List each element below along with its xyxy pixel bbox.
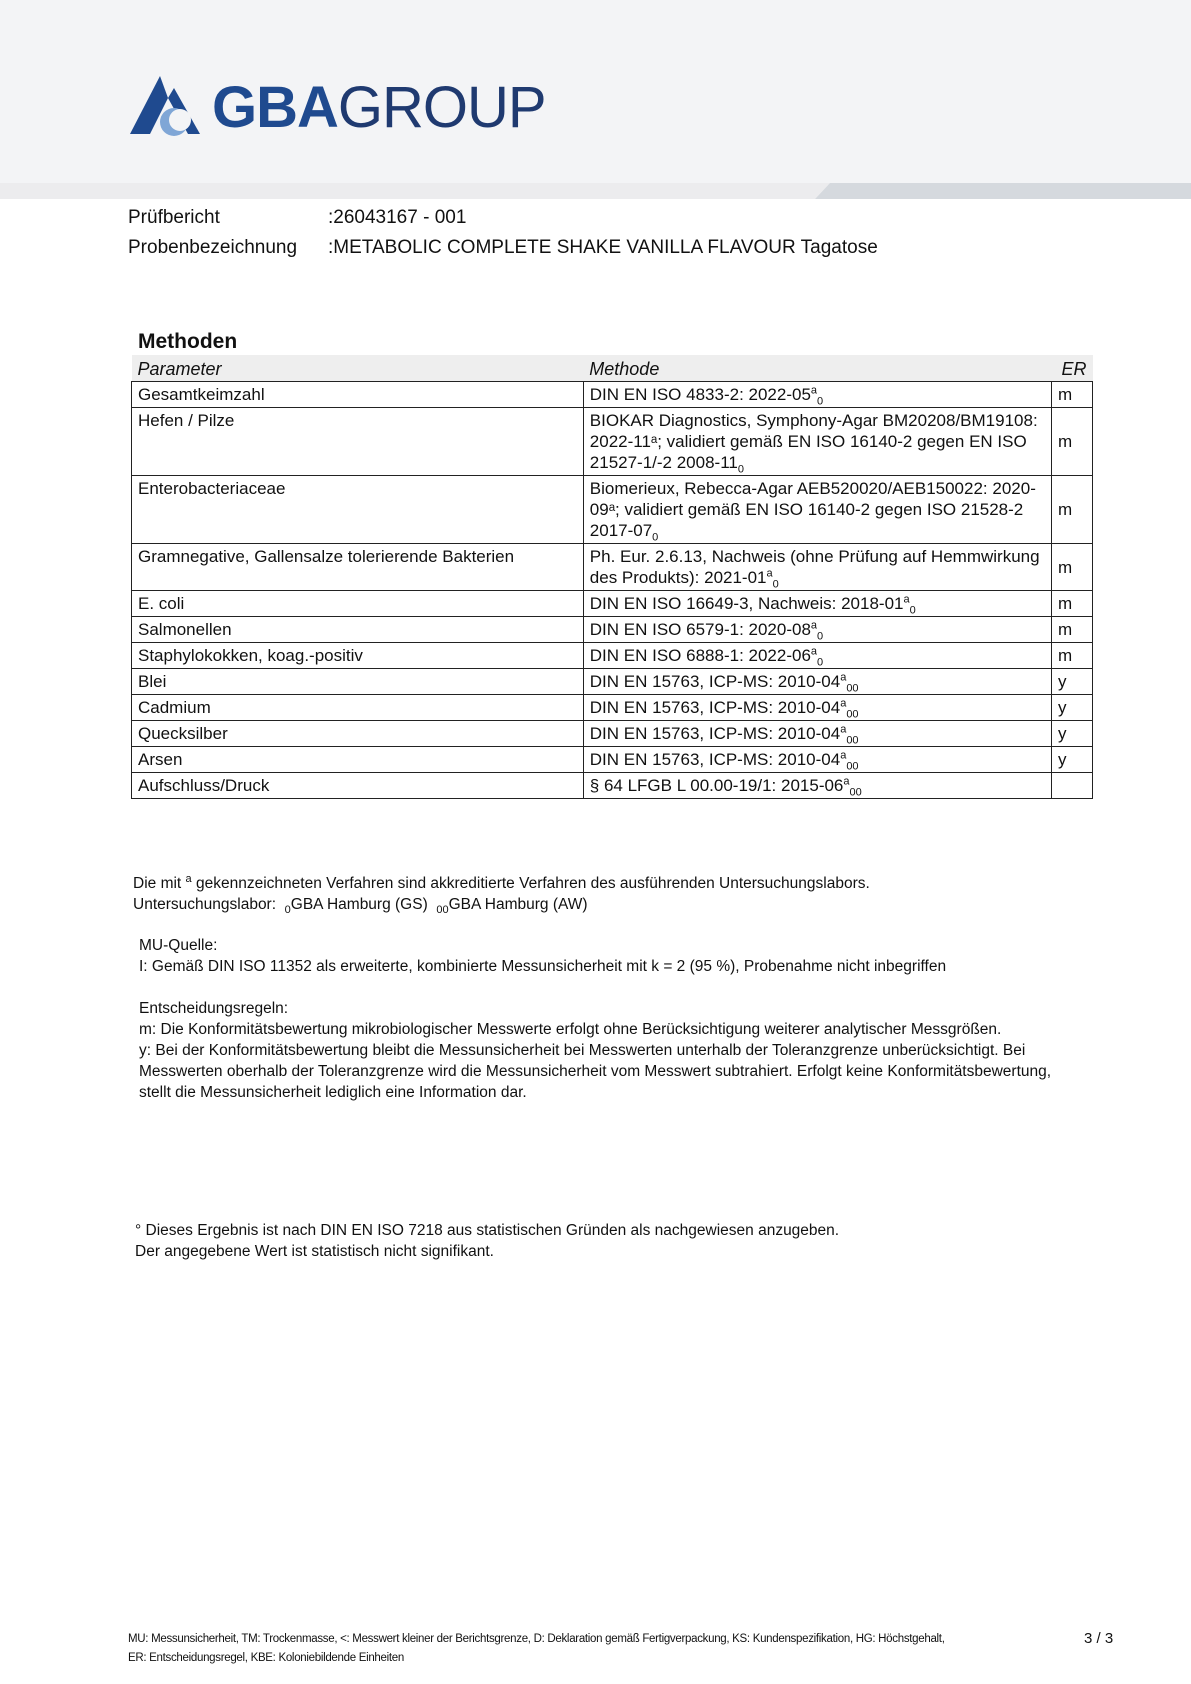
accredited-note [133, 873, 870, 894]
methods-table-body [132, 382, 1093, 799]
logo-wordmark-light: GROUP [337, 75, 546, 140]
method-cell [583, 476, 1051, 544]
parameter-cell: Blei [132, 669, 584, 695]
logo-wordmark [212, 76, 546, 140]
accreditation-notes [133, 873, 870, 915]
method-text: BIOKAR Diagnostics, Symphony-Agar BM20208/BM19108: 2022-11ᵃ; validiert gemäß EN ISO 16140-2 gegen EN ISO 21527-1/-2 2008-11 [589, 411, 1038, 472]
gba-group-logo [130, 76, 546, 140]
table-row [132, 773, 1093, 799]
parameter-cell: E. coli [132, 591, 584, 617]
method-cell [583, 643, 1051, 669]
rule-m: m: Die Konformitätsbewertung mikrobiologischer Messwerte erfolgt ohne Berücksichtigung weiterer analytischer Messgrößen. [139, 1021, 1002, 1038]
er-cell: m [1052, 382, 1093, 408]
method-cell [583, 591, 1051, 617]
table-row [132, 669, 1093, 695]
method-cell [583, 747, 1051, 773]
gba-logo-mark-icon [130, 76, 202, 140]
er-cell: m [1052, 591, 1093, 617]
lab-note [133, 894, 870, 915]
parameter-cell: Cadmium [132, 695, 584, 721]
footnote-line-1: ° Dieses Ergebnis ist nach DIN EN ISO 7218 aus statistischen Gründen als nachgewiesen anzugeben. [135, 1222, 840, 1239]
parameter-cell: Staphylokokken, koag.-positiv [132, 643, 584, 669]
table-row [132, 591, 1093, 617]
header-parameter: Parameter [132, 355, 584, 382]
method-text: DIN EN 15763, ICP-MS: 2010-04 [589, 750, 841, 769]
er-cell: y [1052, 695, 1093, 721]
header-er: ER [1052, 355, 1093, 382]
accredited-note-pre: Die mit [133, 875, 182, 892]
method-text: DIN EN 15763, ICP-MS: 2010-04 [589, 698, 841, 717]
lab-mark: 0 [817, 395, 824, 408]
table-row [132, 643, 1093, 669]
sample-name-value: :METABOLIC COMPLETE SHAKE VANILLA FLAVOUR Tagatose [328, 237, 878, 258]
method-text: DIN EN ISO 16649-3, Nachweis: 2018-01 [589, 594, 904, 613]
method-text: DIN EN ISO 4833-2: 2022-05 [589, 385, 811, 404]
accredited-note-sup: a [185, 872, 192, 885]
method-text: § 64 LFGB L 00.00-19/1: 2015-06 [589, 776, 844, 795]
methods-header-row [132, 355, 1093, 382]
accredited-note-post: gekennzeichneten Verfahren sind akkreditierte Verfahren des ausführenden Untersuchungslabors. [195, 875, 870, 892]
mu-source-block [139, 935, 1079, 977]
lab-1-sub: 0 [284, 904, 291, 917]
method-text: DIN EN ISO 6579-1: 2020-08 [589, 620, 811, 639]
methods-title: Methoden [138, 330, 238, 353]
method-text: DIN EN ISO 6888-1: 2022-06 [589, 646, 811, 665]
method-cell [583, 617, 1051, 643]
accreditation-mark: a [840, 749, 847, 762]
table-row [132, 617, 1093, 643]
er-cell: m [1052, 617, 1093, 643]
lab-mark: 0 [772, 578, 779, 591]
lab-mark: 00 [849, 786, 862, 799]
parameter-cell: Hefen / Pilze [132, 408, 584, 476]
table-row [132, 408, 1093, 476]
lab-mark: 00 [846, 682, 859, 695]
mu-text: I: Gemäß DIN ISO 11352 als erweiterte, kombinierte Messunsicherheit mit k = 2 (95 %), Probenahme nicht inbegriffen [139, 958, 947, 975]
footnote-line-2: Der angegebene Wert ist statistisch nicht signifikant. [135, 1243, 494, 1260]
er-cell [1052, 773, 1093, 799]
er-cell: y [1052, 669, 1093, 695]
lab-mark: 0 [652, 531, 659, 544]
accreditation-mark: a [840, 697, 847, 710]
er-cell: y [1052, 721, 1093, 747]
lab-mark: 00 [846, 734, 859, 747]
logo-wordmark-bold: GBA [212, 75, 338, 140]
accreditation-mark: a [810, 645, 818, 658]
method-cell [583, 721, 1051, 747]
method-cell [583, 669, 1051, 695]
lab-mark: 00 [846, 708, 859, 721]
table-row [132, 747, 1093, 773]
accreditation-mark: a [840, 723, 847, 736]
header-method: Methode [583, 355, 1051, 382]
sample-name-label: Probenbezeichnung [128, 237, 298, 258]
parameter-cell: Salmonellen [132, 617, 584, 643]
table-row [132, 476, 1093, 544]
parameter-cell: Enterobacteriaceae [132, 476, 584, 544]
lab-mark: 0 [909, 604, 916, 617]
abbreviations-footer [128, 1630, 968, 1668]
accreditation-mark: a [903, 593, 910, 606]
table-row [132, 544, 1093, 591]
method-cell [583, 773, 1051, 799]
parameter-cell: Gramnegative, Gallensalze tolerierende Bakterien [132, 544, 584, 591]
method-text: DIN EN 15763, ICP-MS: 2010-04 [589, 672, 841, 691]
parameter-cell: Quecksilber [132, 721, 584, 747]
lab-2: GBA Hamburg (AW) [448, 896, 588, 913]
accreditation-mark: a [810, 384, 818, 397]
page-number: 3 / 3 [1084, 1630, 1114, 1647]
method-text: DIN EN 15763, ICP-MS: 2010-04 [589, 724, 841, 743]
decision-rules-block [139, 998, 1079, 1103]
table-row [132, 695, 1093, 721]
header-stripe [0, 183, 1191, 199]
method-text: Ph. Eur. 2.6.13, Nachweis (ohne Prüfung auf Hemmwirkung des Produkts): 2021-01 [589, 547, 1040, 587]
report-number-value: :26043167 - 001 [328, 207, 467, 228]
method-text: Biomerieux, Rebecca-Agar AEB520020/AEB150022: 2020-09ᵃ; validiert gemäß EN ISO 16140-2 gegen ISO 21528-2 2017-07 [589, 479, 1036, 540]
lab-mark: 0 [817, 630, 824, 643]
accreditation-mark: a [840, 671, 847, 684]
parameter-cell: Arsen [132, 747, 584, 773]
rule-y: y: Bei der Konformitätsbewertung bleibt die Messunsicherheit bei Messwerten unterhalb der Toleranzgrenze unberücksichtigt. Bei Messwerten oberhalb der Toleranzgrenze wird die Messunsicherheit vom Messwert subtrahiert. Erfolgt keine Konformitätsbewertung, stellt die Messunsicherheit lediglich eine Information dar. [139, 1042, 1052, 1101]
lab-label: Untersuchungslabor: [133, 896, 277, 913]
parameter-cell: Gesamtkeimzahl [132, 382, 584, 408]
er-cell: m [1052, 476, 1093, 544]
lab-mark: 0 [817, 656, 824, 669]
statistical-footnote [135, 1220, 839, 1262]
accreditation-mark: a [766, 567, 773, 580]
er-cell: m [1052, 408, 1093, 476]
lab-2-sub: 00 [436, 904, 449, 917]
lab-1: GBA Hamburg (GS) [290, 896, 428, 913]
lab-mark: 0 [737, 463, 744, 476]
method-cell [583, 544, 1051, 591]
rules-title: Entscheidungsregeln: [139, 1000, 289, 1017]
footer-line-2: ER: Entscheidungsregel, KBE: Koloniebildende Einheiten [128, 1652, 404, 1664]
er-cell: m [1052, 544, 1093, 591]
method-cell [583, 382, 1051, 408]
method-cell [583, 408, 1051, 476]
method-cell [583, 695, 1051, 721]
footer-line-1: MU: Messunsicherheit, TM: Trockenmasse, <: Messwert kleiner der Berichtsgrenze, D: Deklaration gemäß Fertigverpackung, KS: Kundenspezifikation, HG: Höchstgehalt, [128, 1633, 945, 1645]
table-row [132, 382, 1093, 408]
mu-title: MU-Quelle: [139, 937, 218, 954]
er-cell: m [1052, 643, 1093, 669]
report-number-label: Prüfbericht [128, 207, 220, 228]
lab-mark: 00 [846, 760, 859, 773]
parameter-cell: Aufschluss/Druck [132, 773, 584, 799]
methods-table [131, 355, 1093, 799]
er-cell: y [1052, 747, 1093, 773]
accreditation-mark: a [843, 775, 850, 788]
table-row [132, 721, 1093, 747]
accreditation-mark: a [810, 619, 818, 632]
